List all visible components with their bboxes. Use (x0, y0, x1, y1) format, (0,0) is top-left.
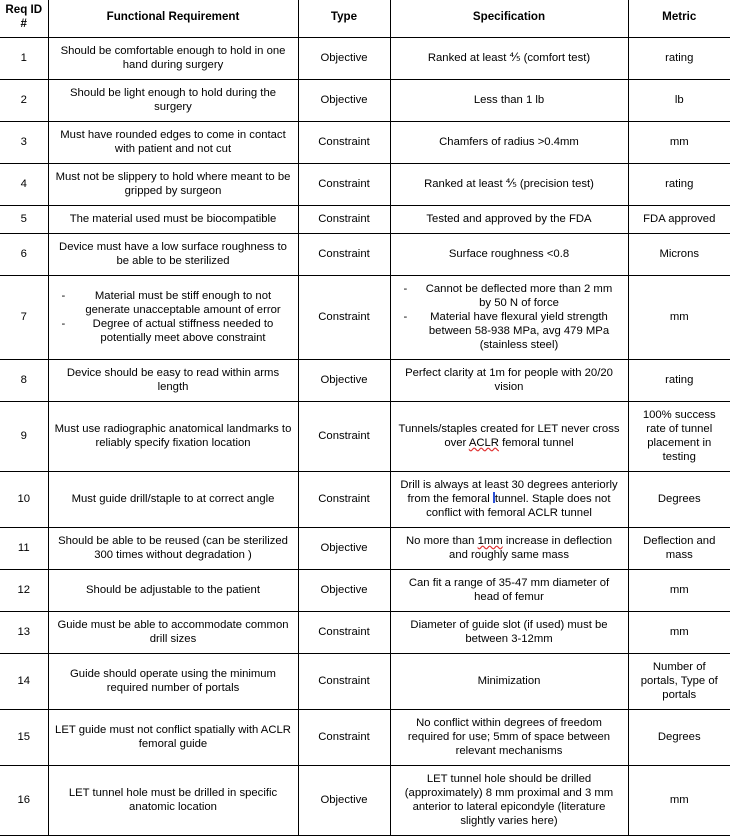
cell-req-id: 1 (0, 38, 48, 80)
cell-specification: Minimization (390, 654, 628, 710)
cell-specification: Chamfers of radius >0.4mm (390, 122, 628, 164)
functional-requirement-bullet-list (54, 289, 293, 345)
cell-req-id: 13 (0, 612, 48, 654)
table-row (0, 612, 730, 654)
cell-specification: Less than 1 lb (390, 80, 628, 122)
cell-specification: Surface roughness <0.8 (390, 234, 628, 276)
table-row (0, 206, 730, 234)
table-row (0, 710, 730, 766)
cell-specification: Drill is always at least 30 degrees anteriorly from the femoral tunnel. Staple does not conflict with femoral ACLR tunnel (390, 472, 628, 528)
cell-metric: rating (628, 360, 730, 402)
cell-specification: Tunnels/staples created for LET never cross over ACLR femoral tunnel (390, 402, 628, 472)
cell-metric: mm (628, 766, 730, 836)
cell-type: Constraint (298, 206, 390, 234)
column-header-req-id: Req ID # (0, 0, 48, 38)
cell-req-id: 16 (0, 766, 48, 836)
cell-functional-requirement: Device should be easy to read within arms length (48, 360, 298, 402)
cell-metric: Deflection and mass (628, 528, 730, 570)
cell-metric: lb (628, 80, 730, 122)
cell-type: Objective (298, 38, 390, 80)
cell-req-id: 4 (0, 164, 48, 206)
table-row (0, 402, 730, 472)
cell-functional-requirement: Must guide drill/staple to at correct angle (48, 472, 298, 528)
cell-metric: mm (628, 122, 730, 164)
cell-functional-requirement: Should be comfortable enough to hold in one hand during surgery (48, 38, 298, 80)
cell-functional-requirement: Should be adjustable to the patient (48, 570, 298, 612)
cell-type: Constraint (298, 472, 390, 528)
cell-metric: mm (628, 612, 730, 654)
spellcheck-error-text: ACLR (468, 437, 499, 449)
cell-type: Constraint (298, 164, 390, 206)
dash-bullet-item: - Material must be stiff enough to not generate unacceptable amount of error (54, 289, 293, 317)
cell-req-id: 6 (0, 234, 48, 276)
cell-specification (390, 276, 628, 360)
column-header-specification: Specification (390, 0, 628, 38)
cell-metric: 100% success rate of tunnel placement in testing (628, 402, 730, 472)
cell-metric: mm (628, 276, 730, 360)
table-row (0, 360, 730, 402)
cell-metric: rating (628, 164, 730, 206)
column-header-metric: Metric (628, 0, 730, 38)
cell-metric: Number of portals, Type of portals (628, 654, 730, 710)
cell-metric: Degrees (628, 710, 730, 766)
cell-type: Objective (298, 528, 390, 570)
cell-functional-requirement (48, 276, 298, 360)
cell-type: Constraint (298, 710, 390, 766)
cell-req-id: 12 (0, 570, 48, 612)
cell-metric: Microns (628, 234, 730, 276)
cell-functional-requirement: Must use radiographic anatomical landmarks to reliably specify fixation location (48, 402, 298, 472)
column-header-type: Type (298, 0, 390, 38)
cell-specification: Perfect clarity at 1m for people with 20/20 vision (390, 360, 628, 402)
table-header-row (0, 0, 730, 38)
cell-type: Objective (298, 570, 390, 612)
table-row (0, 472, 730, 528)
cell-specification: No more than 1mm increase in deflection and roughly same mass (390, 528, 628, 570)
cell-functional-requirement: Must not be slippery to hold where meant to be gripped by surgeon (48, 164, 298, 206)
cell-metric: rating (628, 38, 730, 80)
spellcheck-error-text: 1mm (477, 535, 503, 547)
text-caret (493, 492, 495, 503)
cell-functional-requirement: The material used must be biocompatible (48, 206, 298, 234)
cell-type: Constraint (298, 234, 390, 276)
cell-req-id: 8 (0, 360, 48, 402)
table-row (0, 528, 730, 570)
cell-type: Objective (298, 80, 390, 122)
cell-specification: Ranked at least ⅘ (comfort test) (390, 38, 628, 80)
cell-specification: Diameter of guide slot (if used) must be between 3-12mm (390, 612, 628, 654)
cell-type: Constraint (298, 654, 390, 710)
cell-req-id: 14 (0, 654, 48, 710)
cell-functional-requirement: LET guide must not conflict spatially with ACLR femoral guide (48, 710, 298, 766)
cell-functional-requirement: Should be able to be reused (can be sterilized 300 times without degradation ) (48, 528, 298, 570)
table-row (0, 654, 730, 710)
cell-req-id: 9 (0, 402, 48, 472)
cell-specification: Can fit a range of 35-47 mm diameter of head of femur (390, 570, 628, 612)
table-row (0, 570, 730, 612)
specification-bullet-list (396, 282, 623, 352)
cell-req-id: 11 (0, 528, 48, 570)
cell-specification: LET tunnel hole should be drilled (approximately) 8 mm proximal and 3 mm anterior to lateral epicondyle (literature slightly varies here) (390, 766, 628, 836)
cell-functional-requirement: LET tunnel hole must be drilled in specific anatomic location (48, 766, 298, 836)
column-header-functional-requirement: Functional Requirement (48, 0, 298, 38)
cell-functional-requirement: Must have rounded edges to come in contact with patient and not cut (48, 122, 298, 164)
cell-req-id: 7 (0, 276, 48, 360)
table-body (0, 38, 730, 836)
cell-req-id: 2 (0, 80, 48, 122)
dash-bullet-item: - Cannot be deflected more than 2 mm by 50 N of force (396, 282, 623, 310)
cell-req-id: 5 (0, 206, 48, 234)
cell-type: Objective (298, 766, 390, 836)
cell-metric: FDA approved (628, 206, 730, 234)
table-row (0, 122, 730, 164)
table-row (0, 80, 730, 122)
table-row (0, 234, 730, 276)
cell-req-id: 15 (0, 710, 48, 766)
cell-functional-requirement: Guide should operate using the minimum required number of portals (48, 654, 298, 710)
table-row (0, 38, 730, 80)
table-header (0, 0, 730, 38)
dash-bullet-item: - Material have flexural yield strength between 58-938 MPa, avg 479 MPa (stainless steel) (396, 310, 623, 352)
cell-type: Constraint (298, 402, 390, 472)
cell-specification: No conflict within degrees of freedom required for use; 5mm of space between relevant mechanisms (390, 710, 628, 766)
cell-metric: Degrees (628, 472, 730, 528)
cell-functional-requirement: Should be light enough to hold during the surgery (48, 80, 298, 122)
cell-specification: Tested and approved by the FDA (390, 206, 628, 234)
cell-functional-requirement: Device must have a low surface roughness to be able to be sterilized (48, 234, 298, 276)
cell-req-id: 3 (0, 122, 48, 164)
cell-metric: mm (628, 570, 730, 612)
cell-req-id: 10 (0, 472, 48, 528)
dash-bullet-item: - Degree of actual stiffness needed to potentially meet above constraint (54, 317, 293, 345)
table-row (0, 164, 730, 206)
cell-specification: Ranked at least ⅘ (precision test) (390, 164, 628, 206)
table-row (0, 766, 730, 836)
cell-type: Objective (298, 360, 390, 402)
table-row (0, 276, 730, 360)
cell-type: Constraint (298, 276, 390, 360)
cell-type: Constraint (298, 122, 390, 164)
cell-type: Constraint (298, 612, 390, 654)
cell-functional-requirement: Guide must be able to accommodate common drill sizes (48, 612, 298, 654)
